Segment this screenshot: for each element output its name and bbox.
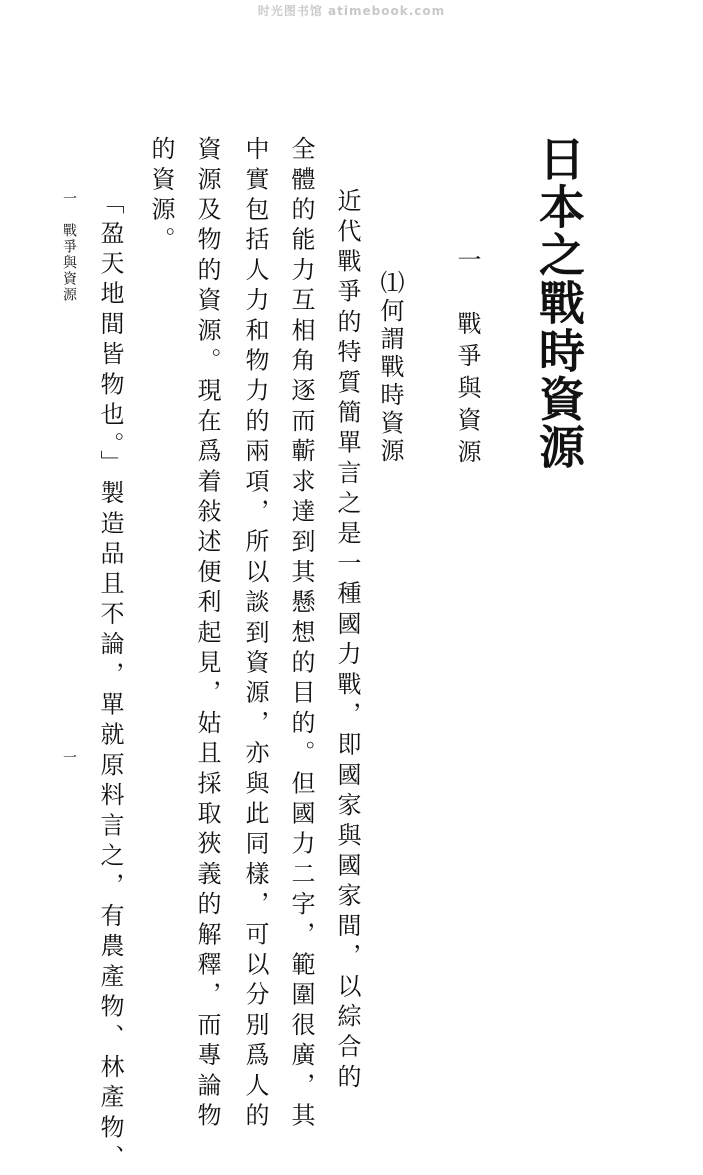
book-title: 日本之戰時資源: [532, 135, 586, 471]
body-line: 的資源。: [147, 136, 175, 257]
chapter-heading: 一 戰爭與資源: [453, 247, 481, 471]
section-heading: ⑴何謂戰時資源: [376, 270, 404, 466]
watermark: 时光图书馆 atimebook.com: [257, 4, 446, 18]
page-number: 一: [61, 750, 77, 764]
body-line: 全體的能力互相角逐而蘄求達到其懸想的目的。但國力二字，範圍很廣，其: [287, 136, 315, 1133]
body-line: 中實包括人力和物力的兩項，所以談到資源，亦與此同樣，可以分別爲人的: [241, 136, 269, 1133]
body-line: 資源及物的資源。現在爲着敍述便利起見，姑且採取狹義的解釋，而專論物: [193, 136, 221, 1133]
body-line: 「盈天地間皆物也。」製造品且不論，單就原料言之，有農產物、林產物、: [96, 190, 124, 1175]
running-head: 一 戰爭與資源: [61, 191, 77, 303]
body-line: 近代戰爭的特質簡單言之是一種國力戰，即國家與國家間，以綜合的: [333, 188, 361, 1094]
